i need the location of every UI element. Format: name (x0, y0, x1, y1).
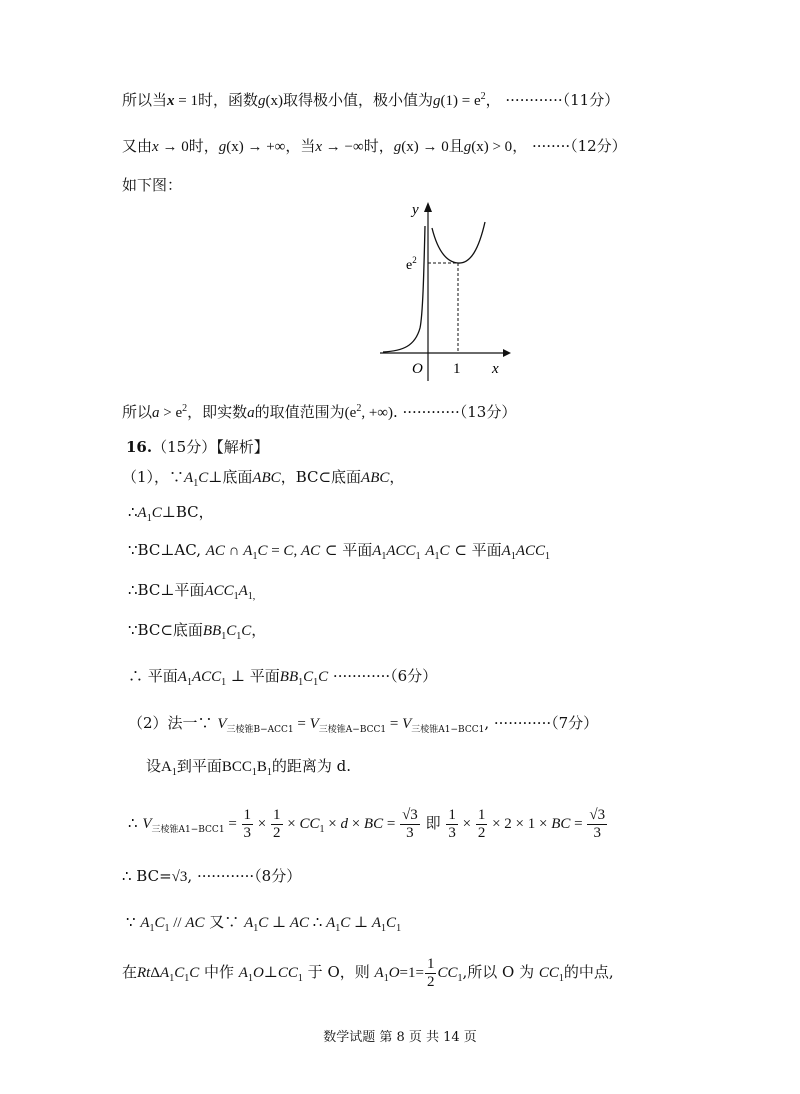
math: A (238, 583, 248, 599)
subscript: 1 (380, 725, 387, 735)
math: = (570, 816, 587, 832)
origin-label: O (412, 361, 423, 377)
math: B (256, 759, 267, 775)
fraction (476, 807, 488, 842)
superscript: 2 (480, 91, 486, 102)
math: AC (289, 915, 310, 931)
denominator: 2 (426, 973, 435, 990)
text: 且 (448, 137, 464, 155)
math: ∩ (224, 543, 244, 559)
math: C (258, 915, 269, 931)
y-axis-arrow (424, 202, 432, 212)
math: A (238, 965, 248, 981)
math: A (244, 915, 254, 931)
tick-label-e2: $e^2$ (406, 255, 417, 273)
math: A (326, 915, 336, 931)
fraction (587, 807, 607, 842)
subscript: −BCC (450, 725, 479, 735)
subscript: 1 (444, 725, 451, 735)
math: BC (551, 816, 571, 832)
math: ∴ (309, 915, 327, 931)
subscript: 1 (478, 725, 485, 735)
numerator: 1 (273, 806, 281, 823)
denominator: 3 (243, 824, 252, 841)
text: （2）法一∵ (128, 714, 218, 732)
math: C (439, 543, 450, 559)
subscript: 1 (415, 551, 421, 562)
text: 时，函数 (197, 91, 258, 109)
line-7 (128, 502, 214, 523)
subscript: 1 (236, 631, 242, 642)
math: CC (299, 816, 320, 832)
math: a (247, 405, 255, 421)
score-marker: ， ········（12分） (512, 137, 627, 155)
subscript: 1 (251, 767, 257, 778)
text: 于 O，则 (302, 963, 375, 981)
math: = (386, 716, 403, 732)
math: A (501, 543, 511, 559)
text: 到平面 (176, 757, 222, 775)
line-17 (122, 952, 614, 993)
text: 取得极小值，极小值为 (283, 91, 434, 109)
subscript: 1 (184, 973, 190, 984)
text: ， (251, 621, 267, 639)
math: (e (344, 405, 357, 421)
score-marker: ， ············（11分） (485, 91, 620, 109)
math: C (386, 915, 397, 931)
superscript: 2 (182, 403, 188, 414)
math: V (142, 816, 152, 832)
fraction (425, 956, 437, 991)
math: a (152, 405, 160, 421)
math: V (309, 716, 319, 732)
denominator: 2 (477, 824, 486, 841)
text: ∵ (126, 913, 141, 931)
score-marker: . ············（13分） (392, 403, 517, 421)
line-11 (128, 666, 437, 687)
math: g (393, 139, 402, 155)
math: = 1 (174, 93, 198, 109)
math: Δ (150, 965, 161, 981)
math: A (140, 915, 150, 931)
subscript: 1 (319, 824, 325, 835)
text: 的中点, (563, 963, 614, 981)
text: 如下图： (122, 176, 183, 194)
math: ⊥ (263, 965, 278, 981)
math: (x) → 0 (401, 139, 449, 155)
x-label: x (492, 361, 499, 377)
text: （1），∵ (122, 468, 185, 486)
subscript: 1 (218, 825, 225, 835)
subscript: 1 (169, 973, 175, 984)
text: ∴BC⊥平面 (128, 581, 205, 599)
text: 中作 (199, 963, 239, 981)
text: ∵BC⊂底面 (128, 621, 203, 639)
math: g (463, 139, 472, 155)
math: x (167, 93, 175, 109)
line-5 (126, 437, 269, 457)
math: × (283, 816, 300, 832)
subscript: 三棱锥A (151, 825, 185, 835)
math: √3 (171, 869, 188, 885)
denominator: 3 (448, 824, 456, 841)
math: g (433, 93, 441, 109)
math: > e (159, 405, 183, 421)
fraction (400, 807, 420, 842)
line-2 (122, 136, 627, 157)
line-16 (126, 912, 401, 933)
text: 又∵ (204, 913, 245, 931)
math: C (340, 915, 351, 931)
math: g (218, 139, 227, 155)
question-number: 16. (126, 438, 153, 456)
math: ACC (386, 543, 416, 559)
math: BB (202, 623, 222, 639)
subscript: 1 (297, 973, 303, 984)
line-14 (128, 803, 608, 844)
text: ⊂ 平面 (320, 541, 373, 559)
math: ⊥ (268, 915, 290, 931)
math: CC (538, 965, 559, 981)
line-15 (122, 866, 301, 887)
text: 设 (146, 757, 162, 775)
math: A (372, 543, 382, 559)
math: BB (279, 669, 299, 685)
subscript: 1 (383, 973, 389, 984)
subscript: 1, (247, 591, 256, 602)
subscript: 1 (247, 973, 253, 984)
denominator: 3 (593, 824, 601, 841)
text: 的距离为 d. (271, 757, 352, 775)
text: 所以当 (122, 91, 168, 109)
line-1 (122, 90, 619, 111)
score-marker: , ············（8分） (187, 867, 302, 885)
math: x (152, 139, 159, 155)
math: BCC (221, 759, 252, 775)
subscript: 1 (193, 478, 199, 489)
numerator: 1 (477, 806, 486, 823)
math: = (293, 716, 310, 732)
math: × 2 × 1 × (488, 816, 552, 832)
numerator: 1 (426, 955, 435, 972)
curve-right-branch (432, 222, 485, 263)
math: CC (277, 965, 298, 981)
text: ∴ 平面 (128, 667, 178, 685)
math: = (267, 543, 284, 559)
math: ACC (204, 583, 234, 599)
math: A (137, 505, 147, 521)
text: ⊥BC， (161, 503, 214, 521)
math: A (371, 915, 382, 931)
line-10 (128, 620, 266, 641)
text: ⊥ 平面 (226, 667, 280, 685)
text: ⊥底面 (208, 468, 253, 486)
subscript: 1 (434, 551, 440, 562)
math: =1= (399, 965, 424, 981)
fraction (446, 807, 458, 842)
subscript: 1 (146, 513, 152, 524)
subscript: 1 (171, 767, 177, 778)
line-8 (128, 540, 550, 561)
subscript: 1 (396, 923, 402, 934)
curve-left-branch (383, 226, 425, 352)
math: A (161, 759, 172, 775)
math: ACC (191, 669, 222, 685)
math: V (217, 716, 227, 732)
tick-label-1: 1 (453, 361, 461, 377)
numerator: 1 (448, 806, 456, 823)
text: ,所以 O 为 (462, 963, 539, 981)
subscript: 1 (186, 677, 192, 688)
text: ⊂ 平面 (449, 541, 502, 559)
math: C (154, 915, 165, 931)
text: 在 (122, 963, 138, 981)
math: C (303, 669, 314, 685)
math: Rt (137, 965, 151, 981)
subscript: 1 (381, 923, 387, 934)
subscript: 1 (298, 677, 304, 688)
subscript: 1 (253, 923, 259, 934)
score-marker: ············（6分） (328, 667, 438, 685)
math: = (224, 816, 241, 832)
math: ABC (252, 470, 281, 486)
subscript: 1 (252, 551, 258, 562)
math: × (254, 816, 270, 832)
subscript: 1 (335, 923, 341, 934)
subscript: 1 (266, 767, 272, 778)
math: ABC (361, 470, 390, 486)
math: A (184, 470, 194, 486)
denominator: 3 (406, 824, 414, 841)
line-12 (128, 713, 598, 734)
fraction (271, 807, 283, 842)
line-6 (122, 467, 404, 488)
subscript: 1 (221, 677, 227, 688)
math: × (347, 816, 364, 832)
text: ∵BC⊥AC, (128, 541, 206, 559)
math: // (169, 915, 186, 931)
math: → −∞ (322, 139, 364, 155)
subscript: 1 (287, 725, 294, 735)
text: 又由 (122, 137, 153, 155)
math: A (243, 543, 253, 559)
subscript: 三棱锥B−ACC (226, 725, 288, 735)
page-footer: 数学试题 第 8 页 共 14 页 (323, 1030, 477, 1045)
subscript: 1 (457, 973, 463, 984)
math: C (283, 543, 294, 559)
line-4 (122, 402, 516, 423)
math: (1) = e (440, 93, 481, 109)
superscript: 2 (356, 403, 362, 414)
math: ⊥ (350, 915, 372, 931)
math: g (258, 93, 266, 109)
line-3 (122, 175, 182, 195)
math: C (257, 543, 268, 559)
math: d (340, 816, 348, 832)
math: x (315, 139, 323, 155)
subscript: −BCC (190, 825, 219, 835)
x-axis-arrow (503, 349, 511, 357)
subscript: 1 (510, 551, 516, 562)
numerator: √3 (402, 806, 418, 823)
math: (x) (265, 93, 283, 109)
math: A (374, 965, 384, 981)
subscript: 1 (545, 551, 551, 562)
text: 时， (363, 137, 394, 155)
text: 时， (188, 137, 219, 155)
subscript: 三棱锥A (411, 725, 445, 735)
text: 即 (420, 814, 446, 832)
math: C (226, 623, 237, 639)
text: ∴ (128, 814, 143, 832)
math: C (318, 669, 329, 685)
math: × (458, 816, 475, 832)
text: ，BC⊂底面 (280, 468, 362, 486)
text: 的取值范围为 (254, 403, 345, 421)
subscript: 1 (233, 591, 239, 602)
math: O (388, 965, 400, 981)
text: ，当 (285, 137, 316, 155)
math: ACC (515, 543, 546, 559)
math: (x) → +∞ (226, 139, 286, 155)
numerator: √3 (589, 806, 606, 823)
y-label: y (412, 202, 419, 218)
line-13 (146, 756, 351, 777)
text: （15分）【解析】 (152, 438, 269, 456)
math: × (324, 816, 341, 832)
subscript: 1 (313, 677, 319, 688)
math: AC (185, 915, 205, 931)
math: C (198, 470, 209, 486)
subscript: 1 (381, 551, 387, 562)
numerator: 1 (243, 806, 252, 823)
subscript: 1 (558, 973, 564, 984)
math: C (151, 505, 162, 521)
math: C (174, 965, 185, 981)
text: ∴ BC= (122, 867, 172, 885)
math: A (177, 669, 187, 685)
math: V (402, 716, 412, 732)
subscript: 三棱锥A−BCC (318, 725, 381, 735)
math: AC (205, 543, 225, 559)
math: A (160, 965, 170, 981)
fraction (242, 807, 254, 842)
text: ， (389, 468, 405, 486)
math: AC (300, 543, 321, 559)
math: (x) > 0 (471, 139, 513, 155)
math: CC (437, 965, 458, 981)
math: , +∞) (361, 405, 393, 421)
subscript: 1 (221, 631, 227, 642)
math: A (425, 543, 435, 559)
subscript: 1 (164, 923, 170, 934)
function-graph (375, 196, 515, 381)
math: C (189, 965, 200, 981)
subscript: 1 (149, 923, 155, 934)
math: BC (363, 816, 384, 832)
line-9 (128, 580, 255, 601)
subscript: 1 (184, 825, 191, 835)
math: → 0 (158, 139, 189, 155)
math: O (252, 965, 264, 981)
math: = (383, 816, 400, 832)
math: C (241, 623, 252, 639)
text: ，即实数 (187, 403, 248, 421)
score-marker: , ············（7分） (484, 714, 599, 732)
math: , (293, 543, 301, 559)
denominator: 2 (273, 824, 281, 841)
text: ∴ (128, 503, 138, 521)
text: 所以 (122, 403, 153, 421)
